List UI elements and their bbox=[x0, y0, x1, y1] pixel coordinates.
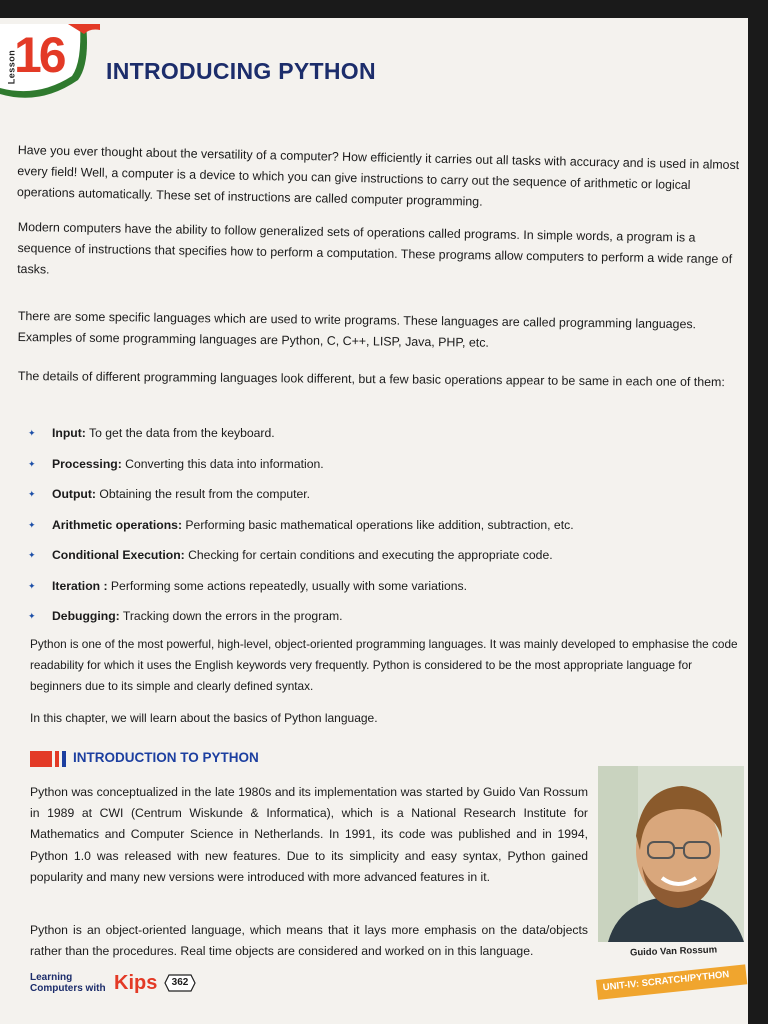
paragraph-text: There are some specific languages which are used to write programs. These languages are called programming languages. Examples of some programming languages are Python, C, C++, LISP, Java, PHP, etc. bbox=[17, 308, 697, 350]
lesson-label: Lesson bbox=[6, 49, 17, 85]
bullet-term: Arithmetic operations: bbox=[52, 517, 183, 532]
bullet-text: To get the data from the keyboard. bbox=[85, 426, 275, 440]
list-item bbox=[24, 510, 744, 541]
bullet-text: Obtaining the result from the computer. bbox=[96, 487, 311, 501]
portrait-photo bbox=[598, 766, 744, 942]
lesson-badge bbox=[0, 24, 100, 102]
paragraph-text: Modern computers have the ability to follow generalized sets of operations called programs. In simple words, a program is a sequence of instructions that specifies how to perform a computation. These programs allow computers to perform a wide range of tasks. bbox=[17, 219, 733, 277]
bullet-term: Debugging: bbox=[52, 609, 120, 623]
textbook-page bbox=[0, 18, 768, 1024]
list-item bbox=[24, 449, 744, 480]
footer-brand bbox=[30, 970, 210, 1000]
paragraph-text: The details of different programming languages look different, but a few basic operations appear to be same in each one of them: bbox=[17, 368, 725, 390]
bullet-text: Converting this data into information. bbox=[121, 456, 324, 471]
brand-line-2: Computers with bbox=[30, 983, 106, 994]
operations-list bbox=[24, 418, 744, 632]
paragraph-text: Python is an object-oriented language, which means that it lays more emphasis on the data/objects rather than the procedures. Real time objects are considered and worked on in this language. bbox=[30, 923, 588, 959]
brand-logo: Kips bbox=[114, 972, 158, 994]
list-item bbox=[24, 418, 744, 449]
bullet-term: Output: bbox=[52, 487, 96, 501]
paragraph-object-oriented bbox=[30, 920, 588, 962]
brand-line-1: Learning bbox=[30, 972, 73, 983]
bullet-term: Iteration : bbox=[52, 578, 108, 593]
paragraph-python-overview bbox=[30, 634, 744, 697]
paragraph-history bbox=[30, 782, 588, 888]
bullet-term: Conditional Execution: bbox=[52, 548, 185, 562]
section-bars-icon bbox=[30, 751, 68, 767]
list-item bbox=[24, 571, 744, 602]
portrait-image bbox=[598, 766, 744, 942]
unit-label: UNIT-IV: SCRATCH/PYTHON bbox=[602, 969, 730, 994]
paragraph-intro bbox=[17, 140, 744, 218]
photo-caption: Guido Van Rossum bbox=[629, 944, 718, 959]
paragraph-text: Have you ever thought about the versatility of a computer? How efficiently it carries out all tasks with accuracy and is used in almost every field! Well, a computer is a device to which you can give instructions to carry out the sequence of arithmetic or logical operations automatically. These set of instructions are called computer programming. bbox=[16, 142, 740, 209]
bullet-text: Performing some actions repeatedly, usually with some variations. bbox=[107, 578, 467, 593]
bullet-text: Performing basic mathematical operations like addition, subtraction, etc. bbox=[182, 517, 574, 532]
section-title: INTRODUCTION TO PYTHON bbox=[73, 750, 259, 765]
list-item bbox=[24, 601, 744, 632]
bullet-text: Checking for certain conditions and executing the appropriate code. bbox=[184, 548, 553, 562]
paragraph-chapter-scope bbox=[30, 708, 744, 729]
chapter-title: INTRODUCING PYTHON bbox=[106, 58, 376, 84]
paragraph-programs bbox=[17, 217, 744, 291]
list-item bbox=[24, 540, 744, 571]
bullet-term: Input: bbox=[52, 426, 86, 440]
bullet-term: Processing: bbox=[52, 456, 122, 471]
paragraph-text: In this chapter, we will learn about the basics of Python language. bbox=[30, 711, 378, 725]
page-edge-shadow bbox=[748, 0, 768, 1024]
list-item bbox=[24, 479, 744, 510]
paragraph-text: Python is one of the most powerful, high-level, object-oriented programming languages. It was mainly developed to emphasise the code readability for which it uses the English keywords very frequently. Python is considered to be the most appropriate language for beginners due to its simple and clearly defined syntax. bbox=[30, 637, 738, 693]
paragraph-text: Python was conceptualized in the late 1980s and its implementation was started by Guido Van Rossum in 1989 at CWI (Centrum Wiskunde & Informatica), which is a National Research Institute for Mathematics and Computer Science in Netherlands. In 1991, its code was published and in 1994, Python 1.0 was released with new features. Due to its simplicity and easy syntax, Python gained popularity and many new versions were introduced with more advanced features in it. bbox=[30, 785, 588, 884]
paragraph-operations bbox=[18, 366, 744, 393]
bullet-text: Tracking down the errors in the program. bbox=[119, 609, 343, 623]
paragraph-languages bbox=[17, 306, 743, 357]
page-number: 362 bbox=[171, 977, 189, 988]
unit-tag bbox=[596, 964, 747, 1000]
lesson-number: 16 bbox=[14, 27, 64, 83]
